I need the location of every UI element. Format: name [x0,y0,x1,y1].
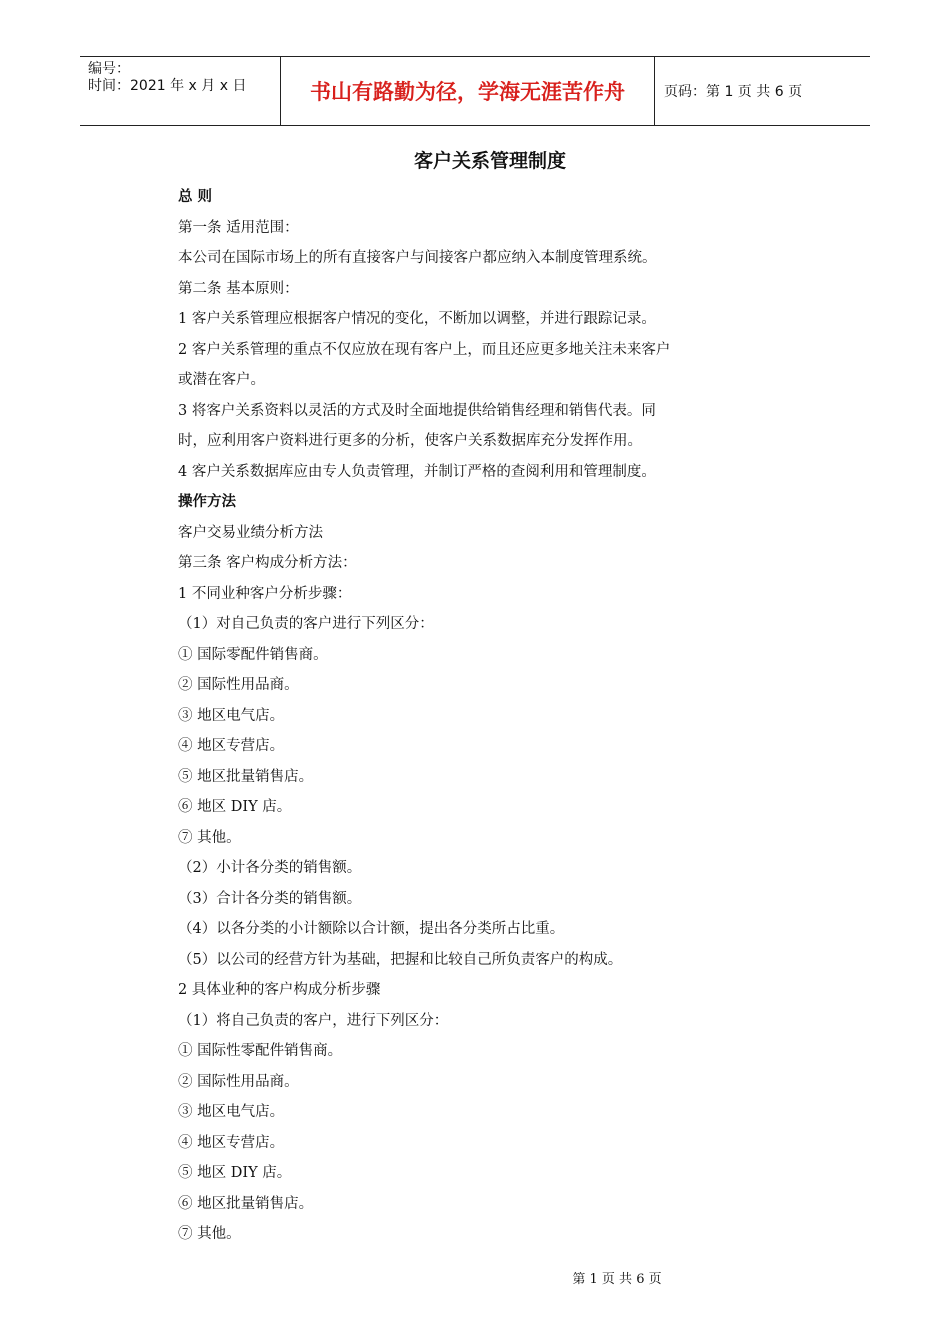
body-line: 1 不同业种客户分析步骤： [178,585,352,602]
body-line: （3）合计各分类的销售额。 [178,890,362,907]
body-line: 时，应利用客户资料进行更多的分析，使客户关系数据库充分发挥作用。 [178,433,642,449]
document-date: 时间：2021 年 x 月 x 日 [88,78,247,94]
body-line: 2 客户关系管理的重点不仅应放在现有客户上，而且还应更多地关注未来客户 [178,341,671,358]
body-line: （1）对自己负责的客户进行下列区分： [178,616,434,632]
body-line: 第二条 基本原则： [178,280,299,297]
page-footer: 第 1 页 共 6 页 [572,1272,662,1287]
body-line: ③ 地区电气店。 [178,707,285,724]
header-meta [80,57,281,125]
body-line: 本公司在国际市场上的所有直接客户与间接客户都应纳入本制度管理系统。 [178,250,657,266]
document-number-label: 编号： [88,61,130,77]
document-title: 客户关系管理制度 [413,150,566,172]
page-header [80,56,870,126]
body-line: ④ 地区专营店。 [178,1134,285,1151]
body-line: （4）以各分类的小计额除以合计额，提出各分类所占比重。 [178,921,565,937]
body-line: ⑤ 地区 DIY 店。 [178,1165,292,1181]
body-line: ⑤ 地区批量销售店。 [178,768,314,785]
body-line: ⑦ 其他。 [178,829,241,846]
body-line: ② 国际性用品商。 [178,1073,299,1090]
body-line: 4 客户关系数据库应由专人负责管理，并制订严格的查阅利用和管理制度。 [178,463,656,480]
body-line: （1）将自己负责的客户，进行下列区分： [178,1012,449,1029]
section-heading: 操作方法 [178,494,236,510]
body-line: 或潜在客户。 [178,372,265,388]
body-line: 客户交易业绩分析方法 [178,524,323,541]
body-line: ⑥ 地区批量销售店。 [178,1195,314,1212]
body-line: 第三条 客户构成分析方法： [178,555,357,571]
body-line: ⑥ 地区 DIY 店。 [178,799,292,815]
header-page-info: 页码：第 1 页 共 6 页 [664,84,803,100]
header-motto: 书山有路勤为径，学海无涯苦作舟 [281,57,655,125]
body-line: （5）以公司的经营方针为基础，把握和比较自己所负责客户的构成。 [178,951,623,968]
body-line: ② 国际性用品商。 [178,677,299,693]
section-heading: 总 则 [178,189,213,205]
body-line: 1 客户关系管理应根据客户情况的变化，不断加以调整，并进行跟踪记录。 [178,311,656,327]
body-line: 第一条 适用范围： [178,219,299,236]
body-line: ① 国际零配件销售商。 [178,646,328,663]
body-line: 2 具体业种的客户构成分析步骤 [178,982,381,998]
body-line: 3 将客户关系资料以灵活的方式及时全面地提供给销售经理和销售代表。同 [178,402,656,419]
document-body [178,182,758,1250]
body-line: ⑦ 其他。 [178,1226,241,1242]
body-line: ④ 地区专营店。 [178,738,285,754]
body-line: ③ 地区电气店。 [178,1104,285,1120]
body-line: ① 国际性零配件销售商。 [178,1043,343,1059]
body-line: （2）小计各分类的销售额。 [178,860,362,876]
